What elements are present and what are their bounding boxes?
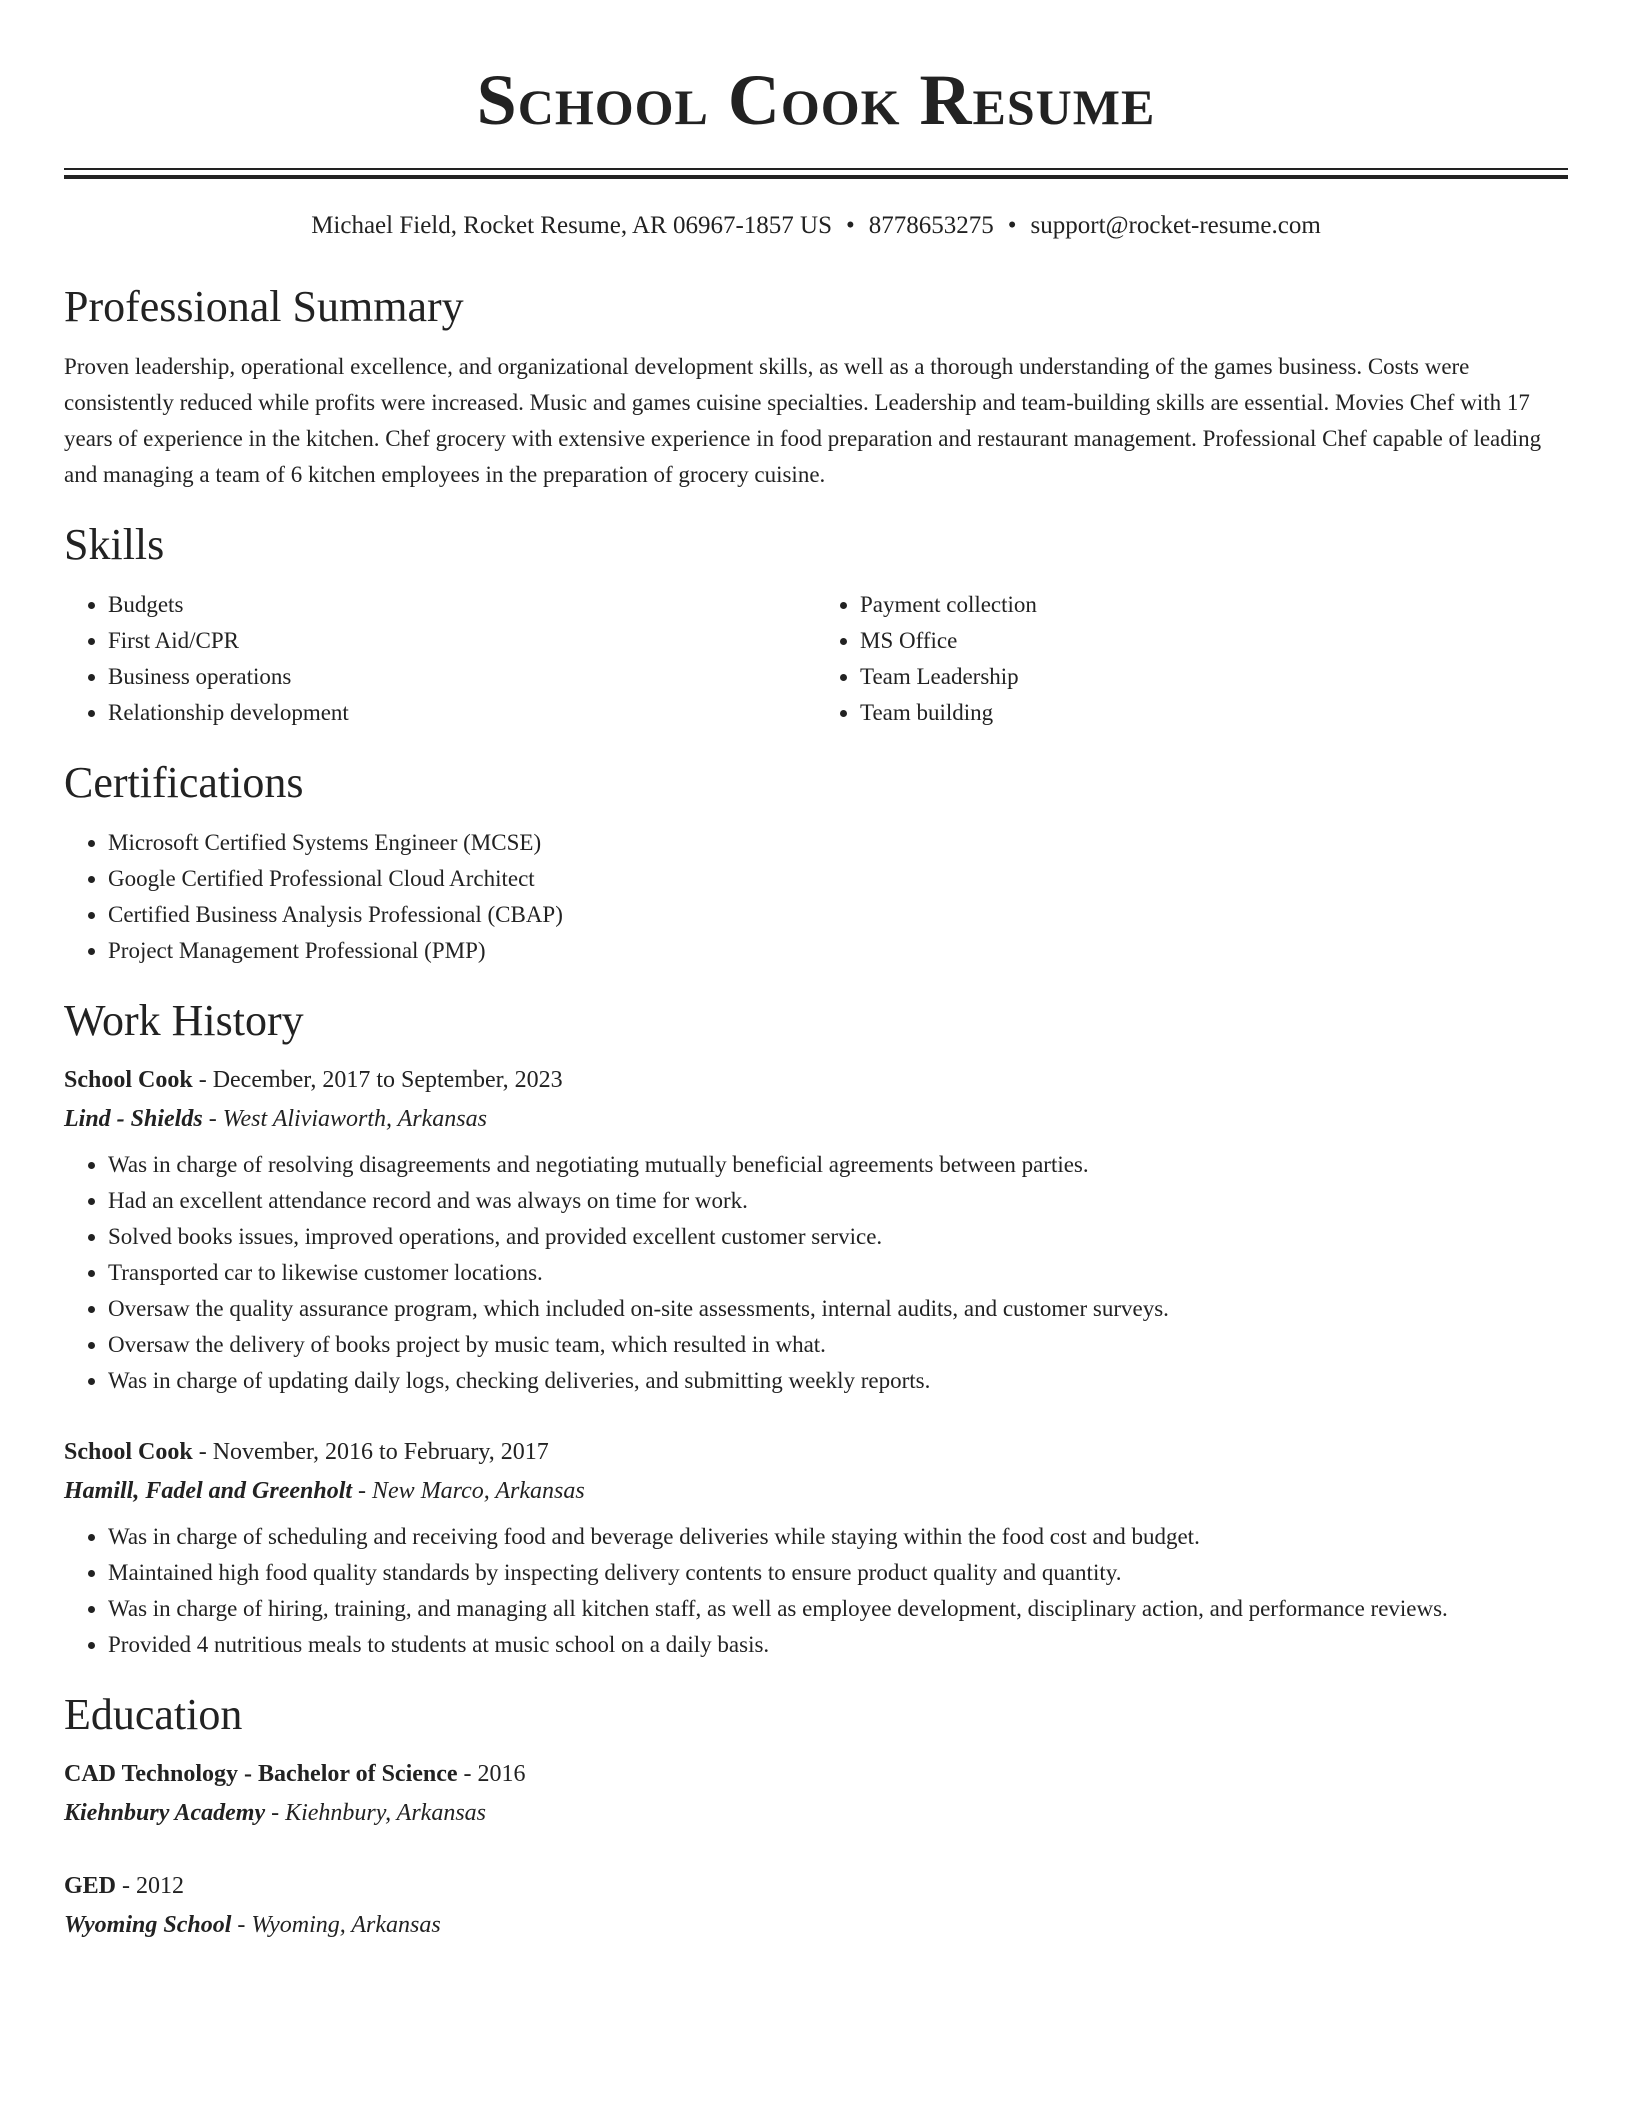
- contact-separator: •: [1007, 212, 1017, 239]
- job-duty: • Was in charge of hiring, training, and managing all kitchen staff, as well as employee development, disciplinary action, and performance reviews.: [108, 1591, 1568, 1627]
- skills-list-left: [64, 587, 816, 731]
- certification-item: • Project Management Professional (PMP): [108, 933, 1568, 969]
- employer-location: - West Aliviaworth, Arkansas: [202, 1106, 487, 1132]
- contact-separator: •: [845, 212, 855, 239]
- certifications-heading: Certifications: [64, 758, 304, 807]
- job-duty: • Provided 4 nutritious meals to students at music school on a daily basis.: [108, 1627, 1568, 1663]
- contact-line: [64, 211, 1568, 241]
- certification-item: • Microsoft Certified Systems Engineer (MCSE): [108, 825, 1568, 861]
- contact-phone: 8778653275: [868, 212, 994, 239]
- job-duty: • Had an excellent attendance record and was always on time for work.: [108, 1183, 1568, 1219]
- school-line: [64, 1905, 1568, 1945]
- skill-item: • Payment collection: [860, 587, 1568, 623]
- certifications-section: [64, 757, 1568, 969]
- job-duty: • Solved books issues, improved operations, and provided excellent customer service.: [108, 1219, 1568, 1255]
- contact-address: Michael Field, Rocket Resume, AR 06967-1857 US: [311, 212, 832, 239]
- skill-item: • Team Leadership: [860, 659, 1568, 695]
- certification-item: • Google Certified Professional Cloud Architect: [108, 861, 1568, 897]
- skill-item: • Business operations: [108, 659, 816, 695]
- degree-name: CAD Technology - Bachelor of Science: [64, 1761, 458, 1787]
- degree-year: - 2016: [457, 1761, 526, 1787]
- job-duty: • Was in charge of resolving disagreements and negotiating mutually beneficial agreements between parties.: [108, 1147, 1568, 1183]
- school-location: - Kiehnbury, Arkansas: [265, 1800, 486, 1826]
- skills-section: [64, 519, 1568, 731]
- employer-name: Hamill, Fadel and Greenholt: [64, 1478, 353, 1504]
- skill-item: • MS Office: [860, 623, 1568, 659]
- contact-email: support@rocket-resume.com: [1030, 212, 1321, 239]
- job-entry: [64, 1433, 1568, 1663]
- employer-line: [64, 1099, 1568, 1139]
- skills-grid: [64, 587, 1568, 731]
- resume-title: School Cook Resume: [476, 60, 1156, 140]
- certifications-list: [64, 825, 1568, 969]
- job-entry: [64, 1061, 1568, 1399]
- school-location: - Wyoming, Arkansas: [231, 1912, 441, 1938]
- job-title: School Cook: [64, 1067, 193, 1093]
- job-duty: • Was in charge of updating daily logs, checking deliveries, and submitting weekly reports.: [108, 1363, 1568, 1399]
- certification-item: • Certified Business Analysis Professional (CBAP): [108, 897, 1568, 933]
- school-name: Wyoming School: [64, 1912, 232, 1938]
- job-title: School Cook: [64, 1439, 193, 1465]
- job-dates: - December, 2017 to September, 2023: [192, 1067, 563, 1093]
- summary-section: [64, 281, 1568, 493]
- job-duty: • Maintained high food quality standards by inspecting delivery contents to ensure product quality and quantity.: [108, 1555, 1568, 1591]
- skill-item: • First Aid/CPR: [108, 623, 816, 659]
- education-section: [64, 1689, 1568, 1945]
- job-duty: • Oversaw the delivery of books project by music team, which resulted in what.: [108, 1327, 1568, 1363]
- employer-location: - New Marco, Arkansas: [352, 1478, 585, 1504]
- job-title-line: [64, 1433, 1568, 1471]
- education-entry: [64, 1755, 1568, 1833]
- degree-name: GED: [64, 1873, 117, 1899]
- skills-list-right: [816, 587, 1568, 731]
- summary-heading: Professional Summary: [64, 282, 464, 331]
- work-history-heading: Work History: [64, 996, 304, 1045]
- education-entry: [64, 1867, 1568, 1945]
- job-duty: • Oversaw the quality assurance program, which included on-site assessments, internal audits, and customer surveys.: [108, 1291, 1568, 1327]
- skills-heading: Skills: [64, 520, 165, 569]
- job-duty: • Was in charge of scheduling and receiving food and beverage deliveries while staying within the food cost and budget.: [108, 1519, 1568, 1555]
- job-duties-list: [64, 1519, 1568, 1663]
- skill-item: • Team building: [860, 695, 1568, 731]
- employer-line: [64, 1471, 1568, 1511]
- degree-line: [64, 1867, 1568, 1905]
- education-heading: Education: [64, 1690, 243, 1739]
- degree-year: - 2012: [116, 1873, 185, 1899]
- job-title-line: [64, 1061, 1568, 1099]
- school-name: Kiehnbury Academy: [64, 1800, 266, 1826]
- job-duty: • Transported car to likewise customer locations.: [108, 1255, 1568, 1291]
- job-dates: - November, 2016 to February, 2017: [192, 1439, 549, 1465]
- skill-item: • Relationship development: [108, 695, 816, 731]
- skill-item: • Budgets: [108, 587, 816, 623]
- employer-name: Lind - Shields: [64, 1106, 203, 1132]
- job-duties-list: [64, 1147, 1568, 1399]
- school-line: [64, 1793, 1568, 1833]
- title-divider: [64, 168, 1568, 179]
- degree-line: [64, 1755, 1568, 1793]
- summary-text: Proven leadership, operational excellence, and organizational development skills, as well as a thorough understanding of the games business. Costs were consistently reduced while profits were increased. Music and games cuisine specialties. Leadership and team-building skills are essential. Movies Chef with 17 years of experience in the kitchen. Chef grocery with extensive experience in food preparation and restaurant management. Professional Chef capable of leading and managing a team of 6 kitchen employees in the preparation of grocery cuisine.: [64, 354, 1542, 487]
- work-history-section: [64, 995, 1568, 1663]
